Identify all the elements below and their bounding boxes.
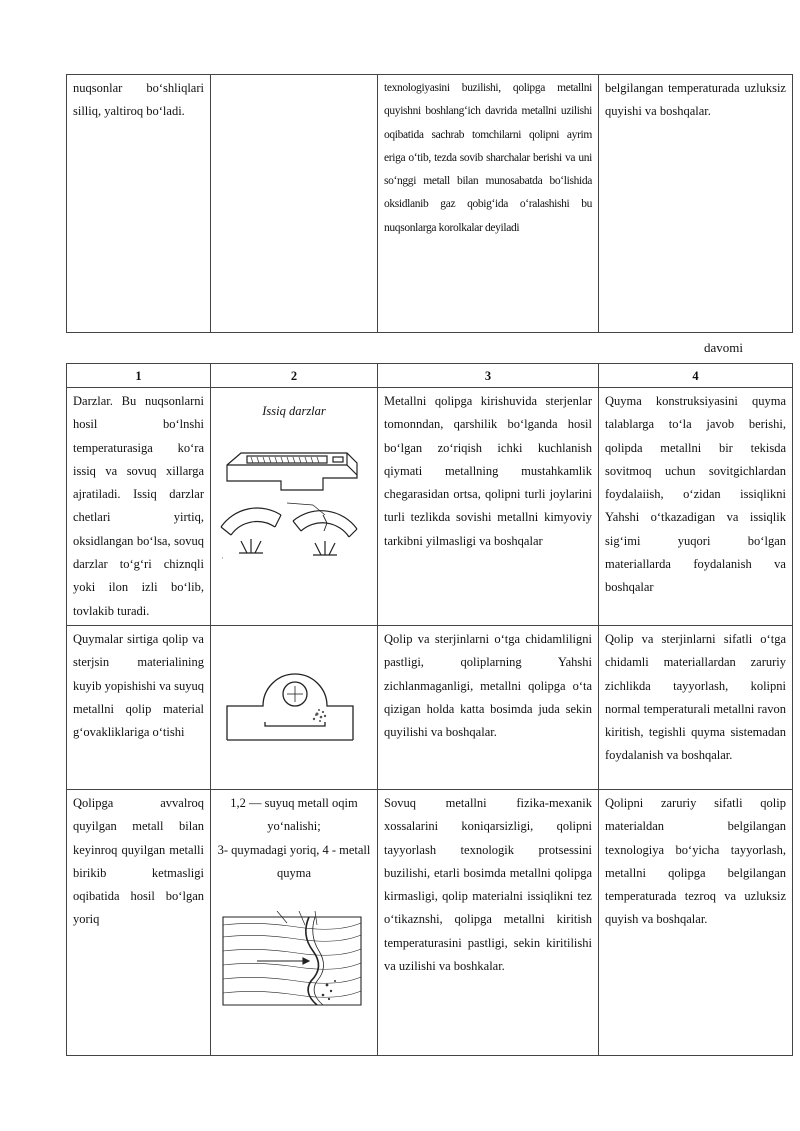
column-header-4: 4 [599,364,793,388]
cell-prevention: Qolip va sterjinlarni sifatli o‘tga chidamli materiallardan zaruriy zichlikda tayyorlash, kolipni normal temperaturali metallni ravon kiritish, tegishli quyma sistemadan foydalanish va boshqalar. [599,625,793,789]
illustration-caption: Issiq darzlar [262,404,326,418]
table-row [67,789,793,1055]
illustration-caption-1: 1,2 — suyuq metall oqim yo‘nalishi; [230,795,358,834]
cell-defect-description: Darzlar. Bu nuqsonlarni hosil bo‘lnshi temperaturasiga ko‘ra issiq va sovuq xillarga ajratiladi. Issiq darzlar chetlari yirtiq, oksidlangan bo‘lsa, sovuq darzlar to‘g‘ri chiznqli yoki ilon izli bo‘lib, tovlakib turadi. [67,388,211,626]
column-header-3: 3 [378,364,599,388]
column-header-1: 1 [67,364,211,388]
cell-prevention: Quyma konstruksiyasini quyma talablarga to‘la javob berishi, qolipda metallni bir tekisda sovitmoq uchun sovitgichlardan foydalaiish, o‘zidan issiqlikni Yahshi o‘tkazadigan va issiqlik sig‘imi yuqori bo‘lgan materiallarda foydalanish va boshqalar [599,388,793,626]
cell-defect-cause: Qolip va sterjinlarni o‘tga chidamliligni pastligi, qoliplarning Yahshi zichlanmaganligi, metallni qolipga o‘ta qizigan holda katta bosimda juda sekin quyilishi va boshqalar. [378,625,599,789]
table-row [67,625,793,789]
table-row [67,388,793,626]
cold-shut-illustration [217,911,367,1011]
continued-table [66,74,793,333]
burn-on-casting-illustration [217,664,367,744]
cell-defect-cause: texnologiyasini buzilishi, qolipga metallni quyishni boshlang‘ich davrida metallni uzilishi oqibatida sachrab tomchilarni qolipni ayrim eriga o‘tib, tezda sovib sharchalar berishi va uni so‘nggi metall bilan munosabatda bo‘lishida oksidlanib gaz qobig‘ida o‘ralashishi bu nuqsonlarga korolkalar deyiladi [378,75,599,333]
svg-text:·: · [221,554,224,564]
cell-defect-cause: Metallni qolipga kirishuvida sterjenlar tomonndan, qarshilik bo‘lganda hosil bo‘lgan zo‘riqish ichki kuchlanish qiymati metallning mustahkamlik chegarasidan ortsa, qolipni turli joylarini turli tezlikda sovishi metallni kimyoviy tarkibni yilmasligi va boshqalar [378,388,599,626]
table-header-row [67,364,793,388]
illustration-caption-2: 3- quymadagi yoriq, 4 - metall quyma [217,842,371,880]
cell-illustration-empty [211,75,378,333]
cell-prevention: belgilangan temperaturada uzluksiz quyishi va boshqalar. [599,75,793,333]
cell-defect-description: Quymalar sirtiga qolip va sterjsin materialining kuyib yopishishi va suyuq metallni qolip material g‘ovakliklariga o‘tishi [67,625,211,789]
defects-table [66,363,793,1056]
cell-illustration [211,388,378,626]
cell-defect-description: nuqsonlar bo‘shliqlari silliq, yaltiroq bo‘ladi. [67,75,211,333]
hot-cracks-illustration [217,423,367,563]
cell-illustration [211,789,378,1055]
column-header-2: 2 [211,364,378,388]
cell-defect-description: Qolipga avvalroq quyilgan metall bilan keyinroq quyilgan metalli birikib ketmasligi oqibatida hosil bo‘lgan yoriq [67,789,211,1055]
cell-prevention: Qolipni zaruriy sifatli qolip materialdan belgilangan texnologiya bo‘yicha tayyorlash, metallni qolipga belgilangan temperaturada tezroq va uzluksiz quyish va boshqalar. [599,789,793,1055]
cell-defect-cause: Sovuq metallni fizika-mexanik xossalarini koniqarsizligi, qolipni tayyorlash texnologik protsessini buzilishi, etarli bosimda metallni qolipga kirmasligi, qolip materialni issiqlikni tez o‘tikaznshi, qolipga metallni kiritish temperaturasini pastligi, sekin kiritilishi va uzilishi va boshkalar. [378,789,599,1055]
continuation-label: davomi [704,340,743,355]
cell-illustration [211,625,378,789]
